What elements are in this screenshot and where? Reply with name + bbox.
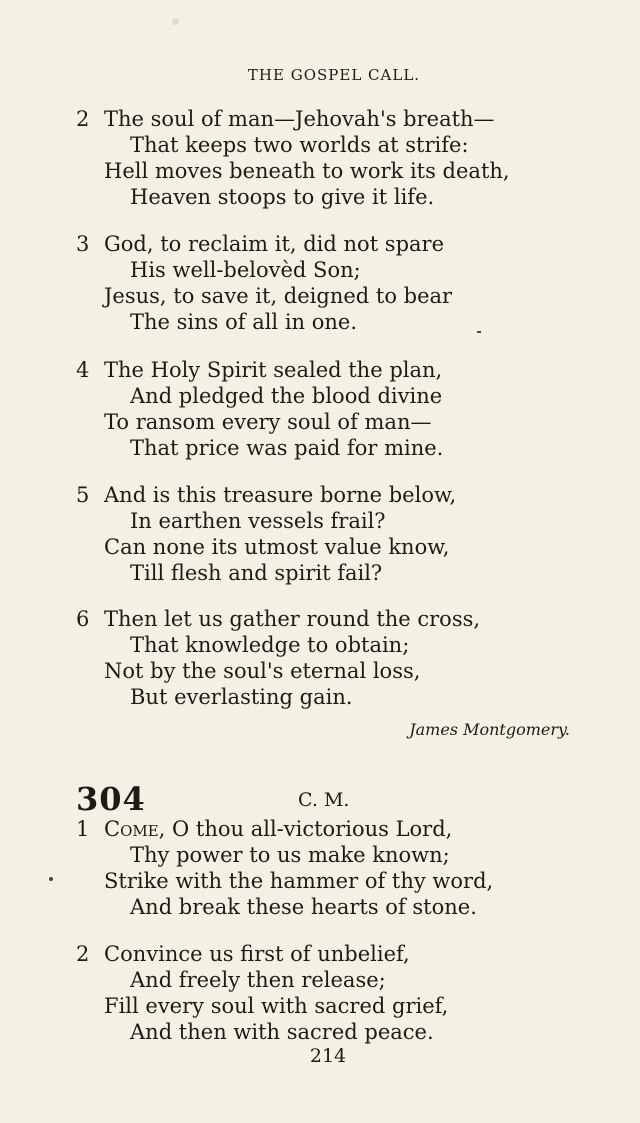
- first-line-rest: O thou all-victorious Lord,: [165, 817, 453, 841]
- verse-line: Heaven stoops to give it life.: [130, 185, 435, 209]
- verse-line: But everlasting gain.: [130, 685, 353, 709]
- verse-line: Hell moves beneath to work its death,: [104, 159, 510, 183]
- verse-line: Then let us gather round the cross,: [104, 607, 481, 631]
- stanza-number: 6: [76, 607, 90, 631]
- stanza-number: 4: [76, 358, 90, 382]
- verse-line: Fill every soul with sacred grief,: [104, 994, 449, 1018]
- verse-line: His well-belovèd Son;: [130, 258, 361, 282]
- hymn-number: 304: [76, 780, 146, 818]
- verse-line: Strike with the hammer of thy word,: [104, 869, 494, 893]
- verse-line: Till flesh and spirit fail?: [130, 561, 383, 585]
- verse-line: Not by the soul's eternal loss,: [104, 659, 421, 683]
- verse-line: And then with sacred peace.: [130, 1020, 434, 1044]
- first-word: Come,: [104, 817, 166, 841]
- verse-line: Jesus, to save it, deigned to bear: [104, 284, 453, 308]
- author-attribution: James Montgomery.: [409, 720, 570, 739]
- margin-dot: [49, 877, 53, 881]
- verse-line: Convince us first of unbelief,: [104, 942, 410, 966]
- verse-line: And pledged the blood divine: [130, 384, 443, 408]
- verse-line: And is this treasure borne below,: [104, 483, 457, 507]
- verse-line: The soul of man—Jehovah's breath—: [104, 107, 495, 131]
- verse-line: And break these hearts of stone.: [130, 895, 477, 919]
- verse-line: God, to reclaim it, did not spare: [104, 232, 445, 256]
- verse-line: And freely then release;: [130, 968, 386, 992]
- running-head: THE GOSPEL CALL.: [247, 66, 421, 84]
- verse-line: The Holy Spirit sealed the plan,: [104, 358, 443, 382]
- print-speck: [172, 18, 179, 25]
- hymn-meter: C. M.: [298, 789, 350, 811]
- verse-line: That keeps two worlds at strife:: [130, 133, 469, 157]
- stanza-number: 3: [76, 232, 90, 256]
- verse-line: That price was paid for mine.: [130, 436, 444, 460]
- verse-line: In earthen vessels frail?: [130, 509, 386, 533]
- stanza-number: 2: [76, 107, 90, 131]
- stanza-number: 2: [76, 942, 90, 966]
- verse-line: Thy power to us make known;: [130, 843, 450, 867]
- stanza-number: 5: [76, 483, 90, 507]
- print-speck: [477, 331, 481, 333]
- verse-line: The sins of all in one.: [130, 310, 358, 334]
- stanza-number: 1: [76, 817, 90, 841]
- verse-line: To ransom every soul of man—: [104, 410, 432, 434]
- verse-line: Can none its utmost value know,: [104, 535, 450, 559]
- verse-line: That knowledge to obtain;: [130, 633, 410, 657]
- verse-line-first: [104, 816, 452, 842]
- page-number: 214: [309, 1045, 347, 1067]
